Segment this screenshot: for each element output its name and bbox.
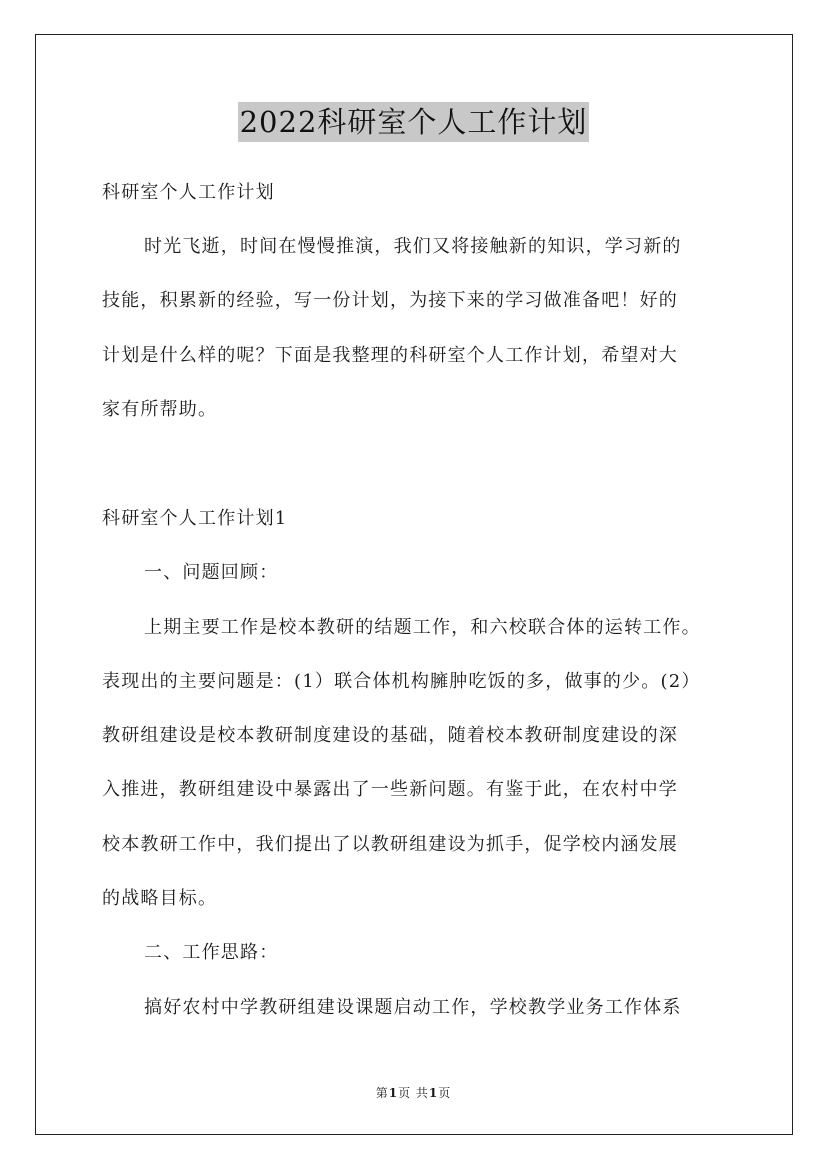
footer-page-suffix: 页 <box>438 1086 452 1100</box>
title-container <box>0 102 827 142</box>
document-title: 2022科研室个人工作计划 <box>238 102 590 142</box>
section-heading: 科研室个人工作计划 <box>102 182 275 203</box>
subheading: 一、问题回顾： <box>144 562 279 583</box>
section-heading: 科研室个人工作计划1 <box>102 508 288 529</box>
paragraph-line: 家有所帮助。 <box>102 399 218 420</box>
footer-page-number: 1 <box>388 1086 399 1100</box>
page-footer <box>0 1084 827 1101</box>
footer-page-prefix: 第 <box>375 1086 389 1100</box>
paragraph-line: 校本教研工作中，我们提出了以教研组建设为抓手，促学校内涵发展 <box>102 834 678 855</box>
paragraph-line: 技能，积累新的经验，写一份计划，为接下来的学习做准备吧！好的 <box>102 290 678 311</box>
subheading: 二、工作思路： <box>144 942 279 963</box>
footer-page-total: 1 <box>428 1086 439 1100</box>
paragraph-line: 入推进，教研组建设中暴露出了一些新问题。有鉴于此，在农村中学 <box>102 779 678 800</box>
paragraph-line: 上期主要工作是校本教研的结题工作，和六校联合体的运转工作。 <box>144 617 701 638</box>
paragraph-line: 计划是什么样的呢？下面是我整理的科研室个人工作计划，希望对大 <box>102 345 678 366</box>
paragraph-line: 的战略目标。 <box>102 888 218 909</box>
footer-page-mid: 页 共 <box>398 1086 429 1100</box>
paragraph-line: 教研组建设是校本教研制度建设的基础，随着校本教研制度建设的深 <box>102 725 678 746</box>
paragraph-line: 表现出的主要问题是：(1）联合体机构臃肿吃饭的多，做事的少。(2） <box>102 671 701 692</box>
paragraph-line: 搞好农村中学教研组建设课题启动工作，学校教学业务工作体系 <box>144 997 682 1018</box>
paragraph-line: 时光飞逝，时间在慢慢推演，我们又将接触新的知识，学习新的 <box>144 236 682 257</box>
